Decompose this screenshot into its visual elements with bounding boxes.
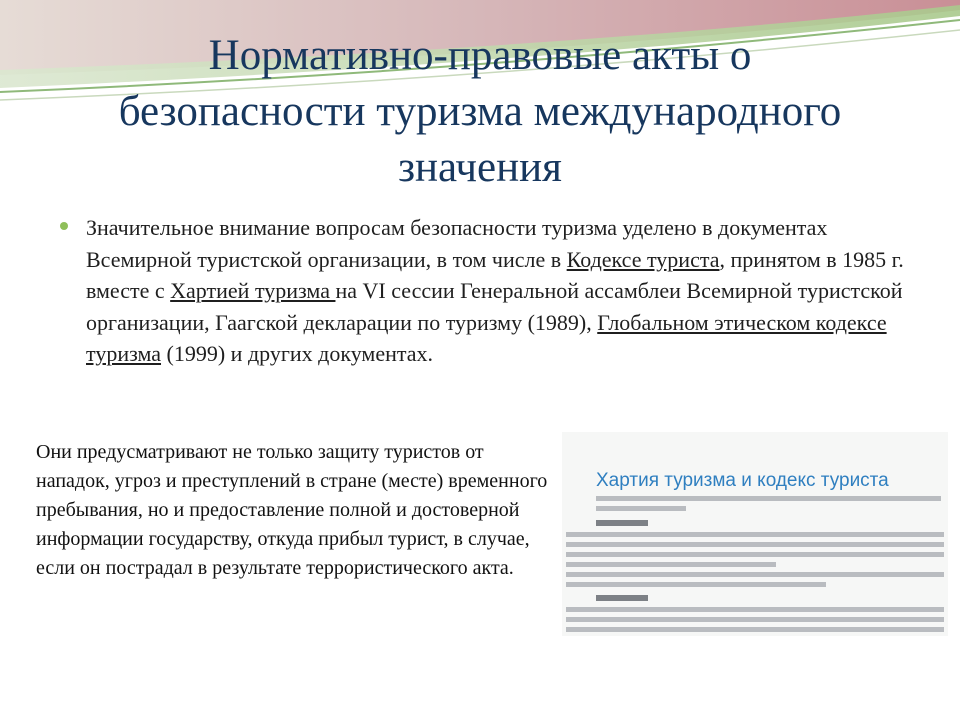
link-tourist-code[interactable]: Кодексе туриста xyxy=(566,246,720,272)
document-image-title: Хартия туризма и кодекс туриста xyxy=(596,470,889,491)
title-line-3: значения xyxy=(398,144,562,191)
slide-title xyxy=(40,28,920,196)
bullet-item xyxy=(60,212,910,370)
bullet-text xyxy=(86,212,910,370)
bullet-text-part-1: Значительное внимание вопросам безопасности туризма уделено в документах Всемирной туристской организации, в том числе в xyxy=(86,215,828,272)
body-paragraph: Они предусматривают не только защиту туристов от нападок, угроз и преступлений в стране (месте) временного пребывания, но и предоставление полной и достоверной информации государству, откуда прибыл турист, в случае, если он пострадал в результате террористического акта. xyxy=(36,441,548,579)
title-line-2: безопасности туризма международного xyxy=(118,88,842,135)
bullet-dot-icon xyxy=(60,222,68,230)
link-global-ethics-code[interactable]: Глобальном этическом кодексе туризма xyxy=(86,309,887,366)
document-image xyxy=(562,432,948,636)
bullet-text-part-3: на VI сессии Генеральной ассамблеи Всемирной туристской организации, Гаагской декларации по туризму (1989), xyxy=(86,278,903,335)
link-tourism-charter[interactable]: Хартией туризма xyxy=(170,278,336,303)
title-line-1: Нормативно-правовые акты о xyxy=(208,32,752,79)
bullet-text-part-2: , принятом в 1985 г. вместе с xyxy=(86,246,904,303)
bullet-text-part-4: (1999) и других документах. xyxy=(161,341,434,366)
